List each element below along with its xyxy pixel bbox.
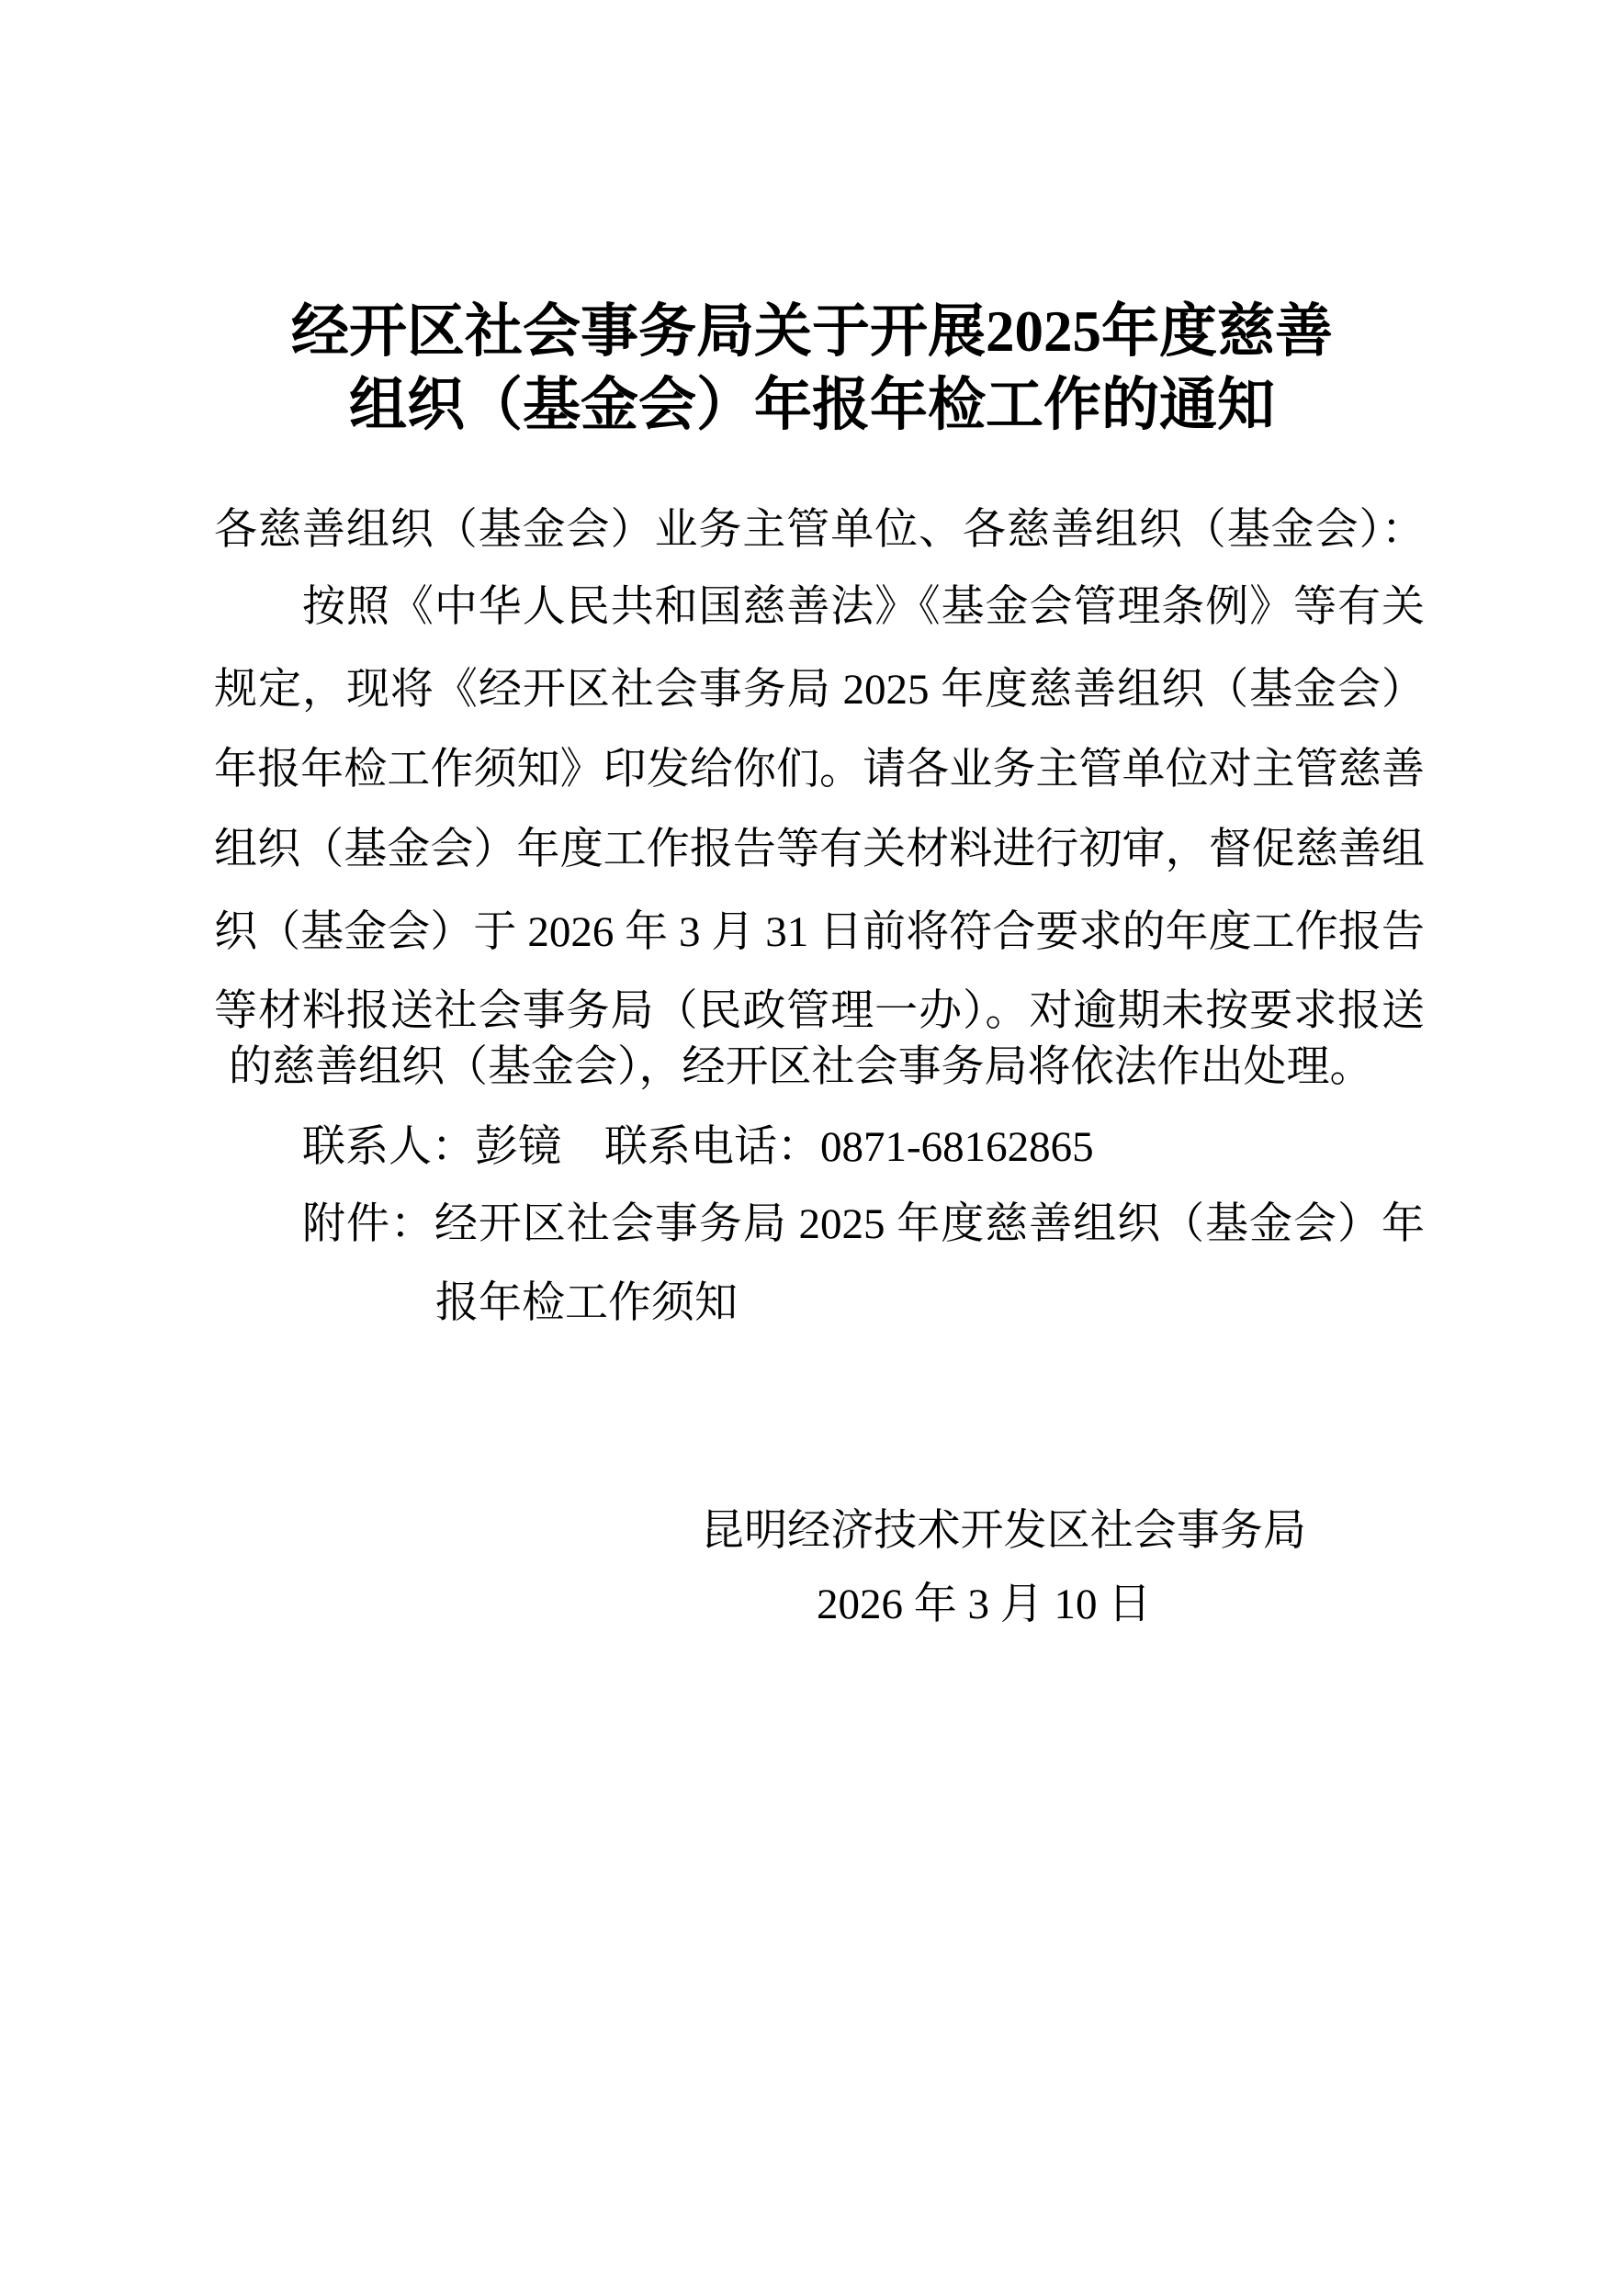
body-line-1: 按照《中华人民共和国慈善法》《基金会管理条例》等有关 — [302, 583, 1425, 631]
attachment-line-2: 报年检工作须知 — [435, 1279, 738, 1327]
body-line-4: 组织（基金会）年度工作报告等有关材料进行初审，督促慈善组 — [214, 826, 1425, 873]
body-line-3: 年报年检工作须知》印发给你们。请各业务主管单位对主管慈善 — [214, 746, 1425, 793]
body-line-7: 的慈善组织（基金会），经开区社会事务局将依法作出处理。 — [229, 1043, 1373, 1091]
signature-organization: 昆明经济技术开发区社会事务局 — [701, 1507, 1306, 1555]
salutation: 各慈善组织（基金会）业务主管单位、各慈善组织（基金会）： — [214, 506, 1425, 554]
contact-line: 联系人：彭镜 联系电话：0871-68162865 — [302, 1123, 1094, 1171]
body-line-5: 织（基金会）于 2026 年 3 月 31 日前将符合要求的年度工作报告 — [214, 908, 1425, 956]
body-line-6: 等材料报送社会事务局（民政管理一办）。对逾期未按要求报送 — [214, 987, 1425, 1035]
document-title-line-2: 组织（基金会）年报年检工作的通知 — [349, 373, 1275, 437]
document-title-line-1: 经开区社会事务局关于开展2025年度慈善 — [291, 299, 1333, 364]
body-line-2: 规定，现将《经开区社会事务局 2025 年度慈善组织（基金会） — [214, 666, 1425, 714]
attachment-line-1: 附件：经开区社会事务局 2025 年度慈善组织（基金会）年 — [302, 1200, 1425, 1248]
signature-date: 2026 年 3 月 10 日 — [817, 1581, 1152, 1628]
